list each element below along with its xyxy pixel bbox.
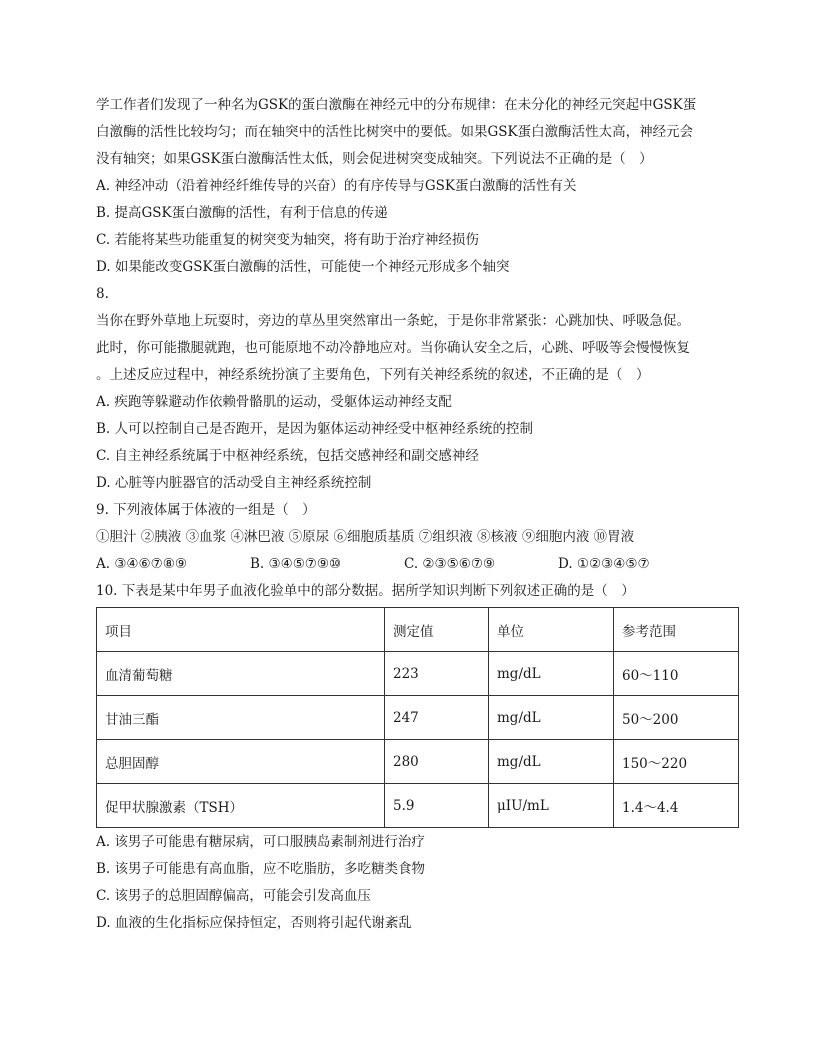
q8-stem-line-3: 。上述反应过程中，神经系统扮演了主要角色，下列有关神经系统的叙述，不正确的是（ ） <box>96 367 650 383</box>
q10-option-a: A. 该男子可能患有糖尿病，可口服胰岛素制剂进行治疗 <box>96 834 425 850</box>
header-unit: 单位 <box>489 608 614 652</box>
cell-unit: mg/dL <box>489 696 614 740</box>
q7-option-c: C. 若能将某些功能重复的树突变为轴突，将有助于治疗神经损伤 <box>96 232 479 248</box>
cell-value: 247 <box>385 696 489 740</box>
cell-range: 150～220 <box>614 740 739 784</box>
header-item: 项目 <box>97 608 385 652</box>
q10-option-d: D. 血液的生化指标应保持恒定，否则将引起代谢紊乱 <box>96 915 412 931</box>
cell-item: 甘油三酯 <box>97 696 385 740</box>
table-row <box>97 652 739 696</box>
q8-option-d: D. 心脏等内脏器官的活动受自主神经系统控制 <box>96 475 372 491</box>
cell-unit: μIU/mL <box>489 784 614 828</box>
table-header-row <box>97 608 739 652</box>
question-7 <box>96 92 726 281</box>
q8-stem-line-1: 当你在野外草地上玩耍时，旁边的草丛里突然窜出一条蛇，于是你非常紧张：心跳加快、呼吸急促。 <box>96 313 690 329</box>
q8-stem-line-2: 此时，你可能撒腿就跑，也可能原地不动冷静地应对。当你确认安全之后，心跳、呼吸等会慢慢恢复 <box>96 340 690 356</box>
header-range: 参考范围 <box>614 608 739 652</box>
q7-stem-line-1: 学工作者们发现了一种名为GSK的蛋白激酶在神经元中的分布规律：在未分化的神经元突起中GSK蛋 <box>96 97 697 113</box>
q10-options <box>96 829 726 937</box>
header-value: 测定值 <box>385 608 489 652</box>
table-row <box>97 740 739 784</box>
cell-value: 223 <box>385 652 489 696</box>
q10-stem: 10. 下表是某中年男子血液化验单中的部分数据。据所学知识判断下列叙述正确的是（ ） <box>96 583 635 599</box>
cell-unit: mg/dL <box>489 740 614 784</box>
q7-option-d: D. 如果能改变GSK蛋白激酶的活性，可能使一个神经元形成多个轴突 <box>96 259 510 275</box>
q7-stem-line-2: 白激酶的活性比较均匀；而在轴突中的活性比树突中的要低。如果GSK蛋白激酶活性太高，神经元会 <box>96 124 694 140</box>
cell-range: 50～200 <box>614 696 739 740</box>
cell-range: 1.4～4.4 <box>614 784 739 828</box>
question-10 <box>96 578 726 937</box>
q9-option-d: D. ①②③④⑤⑦ <box>558 556 650 572</box>
cell-item: 血清葡萄糖 <box>97 652 385 696</box>
q7-option-a: A. 神经冲动（沿着神经纤维传导的兴奋）的有序传导与GSK蛋白激酶的活性有关 <box>96 178 577 194</box>
table-row <box>97 784 739 828</box>
cell-value: 280 <box>385 740 489 784</box>
q9-stem: 9. 下列液体属于体液的一组是（ ） <box>96 502 316 518</box>
q7-option-b: B. 提高GSK蛋白激酶的活性，有利于信息的传递 <box>96 205 388 221</box>
q9-option-c: C. ②③⑤⑥⑦⑨ <box>404 556 496 572</box>
q9-items: ①胆汁 ②胰液 ③血浆 ④淋巴液 ⑤原尿 ⑥细胞质基质 ⑦组织液 ⑧核液 ⑨细胞内液 ⑩胃液 <box>96 529 635 545</box>
cell-unit: mg/dL <box>489 652 614 696</box>
q7-stem-line-3: 没有轴突；如果GSK蛋白激酶活性太低，则会促进树突变成轴突。下列说法不正确的是（ ） <box>96 151 653 167</box>
q9-option-a: A. ③④⑥⑦⑧⑨ <box>96 556 187 572</box>
q9-options <box>96 551 726 578</box>
q8-number: 8. <box>96 286 109 302</box>
q10-option-c: C. 该男子的总胆固醇偏高，可能会引发高血压 <box>96 888 371 904</box>
table-row <box>97 696 739 740</box>
q8-option-b: B. 人可以控制自己是否跑开，是因为躯体运动神经受中枢神经系统的控制 <box>96 421 534 437</box>
cell-item: 促甲状腺激素（TSH） <box>97 784 385 828</box>
cell-value: 5.9 <box>385 784 489 828</box>
q8-option-c: C. 自主神经系统属于中枢神经系统，包括交感神经和副交感神经 <box>96 448 479 464</box>
question-8 <box>96 281 726 497</box>
document-content <box>96 92 726 937</box>
blood-test-table <box>96 607 739 828</box>
cell-item: 总胆固醇 <box>97 740 385 784</box>
q10-option-b: B. 该男子可能患有高血脂，应不吃脂肪，多吃糖类食物 <box>96 861 426 877</box>
question-9 <box>96 497 726 578</box>
cell-range: 60～110 <box>614 652 739 696</box>
q9-option-b: B. ③④⑤⑦⑨⑩ <box>250 556 342 572</box>
q8-option-a: A. 疾跑等躲避动作依赖骨骼肌的运动，受躯体运动神经支配 <box>96 394 452 410</box>
